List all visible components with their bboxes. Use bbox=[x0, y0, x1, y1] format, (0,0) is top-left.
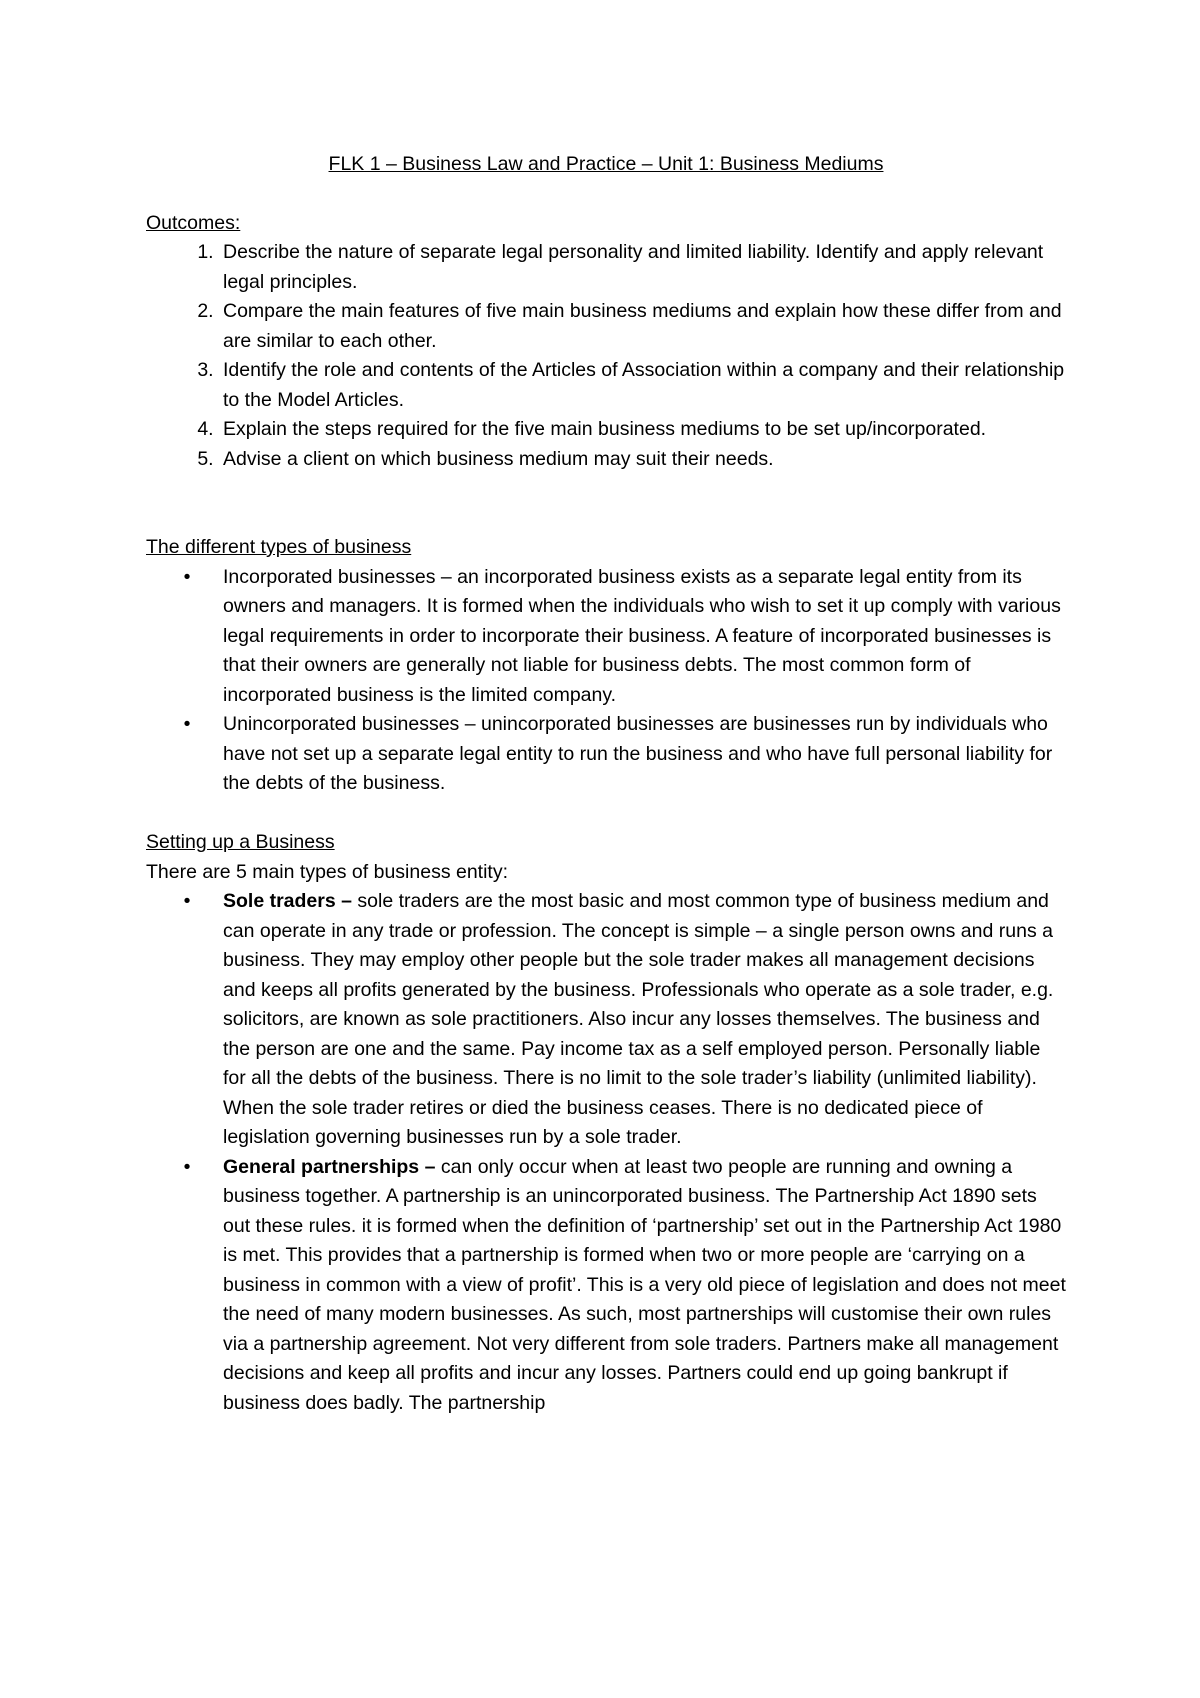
business-types-list bbox=[146, 563, 1066, 799]
outcome-item: 2. Compare the main features of five main business mediums and explain how these differ from and are similar to each other. bbox=[219, 297, 1066, 356]
outcome-item: 5. Advise a client on which business medium may suit their needs. bbox=[219, 445, 1066, 475]
bullet-icon: • bbox=[183, 565, 191, 588]
document-body bbox=[146, 150, 1066, 1418]
outcomes-list bbox=[146, 238, 1066, 474]
business-type-text: Incorporated businesses – an incorporated business exists as a separate legal entity from its owners and managers. It is formed when the individuals who wish to set it up comply with various legal requirements in order to incorporate their business. A feature of incorporated businesses is that their owners are generally not liable for business debts. The most common form of incorporated business is the limited company. bbox=[223, 565, 1061, 706]
setting-up-heading: Setting up a Business bbox=[146, 831, 335, 853]
outcome-item: 3. Identify the role and contents of the Articles of Association within a company and their relationship to the Model Articles. bbox=[219, 356, 1066, 415]
business-entity-item bbox=[183, 887, 1066, 1153]
outcomes-heading: Outcomes: bbox=[146, 211, 241, 234]
document-title: FLK 1 – Business Law and Practice – Unit 1: Business Mediums bbox=[328, 153, 884, 175]
entity-term: General partnerships – bbox=[223, 1155, 436, 1178]
entity-description: can only occur when at least two people are running and owning a business together. A partnership is an unincorporated business. The Partnership Act 1890 sets out these rules. it is formed when the definition of ‘partnership’ set out in the Partnership Act 1980 is met. This provides that a partnership is formed when two or more people are ‘carrying on a business in common with a view of profit’. This is a very old piece of legislation and does not meet the need of many modern businesses. As such, most partnerships will customise their own rules via a partnership agreement. Not very different from sole traders. Partners make all management decisions and keep all profits and incur any losses. Partners could end up going bankrupt if business does badly. The partnership bbox=[223, 1155, 1066, 1414]
spacer bbox=[146, 474, 1066, 533]
business-type-item bbox=[183, 710, 1066, 799]
entity-description: sole traders are the most basic and most common type of business medium and can operate in any trade or profession. The concept is simple – a single person owns and runs a business. They may employ other people but the sole trader makes all management decisions and keeps all profits generated by the business. Professionals who operate as a sole trader, e.g. solicitors, are known as sole practitioners. Also incur any losses themselves. The business and the person are one and the same. Pay income tax as a self employed person. Personally liable for all the debts of the business. There is no limit to the sole trader’s liability (unlimited liability). When the sole trader retires or died the business ceases. There is no dedicated piece of legislation governing businesses run by a sole trader. bbox=[223, 890, 1054, 1148]
business-type-item bbox=[183, 563, 1066, 711]
business-entity-item bbox=[183, 1153, 1066, 1419]
setting-up-intro: There are 5 main types of business entity: bbox=[146, 860, 509, 883]
business-entity-list bbox=[146, 887, 1066, 1418]
bullet-icon: • bbox=[183, 890, 191, 912]
outcome-item: 1. Describe the nature of separate legal personality and limited liability. Identify and apply relevant legal principles. bbox=[219, 238, 1066, 297]
business-type-text: Unincorporated businesses – unincorporated businesses are businesses run by individuals who have not set up a separate legal entity to run the business and who have full personal liability for the debts of the business. bbox=[223, 713, 1053, 794]
bullet-icon: • bbox=[183, 1155, 191, 1178]
spacer bbox=[146, 799, 1066, 829]
outcome-item: 4. Explain the steps required for the five main business mediums to be set up/incorporated. bbox=[219, 415, 1066, 445]
business-types-heading: The different types of business bbox=[146, 536, 412, 558]
bullet-icon: • bbox=[183, 713, 191, 735]
entity-term: Sole traders – bbox=[223, 890, 352, 912]
